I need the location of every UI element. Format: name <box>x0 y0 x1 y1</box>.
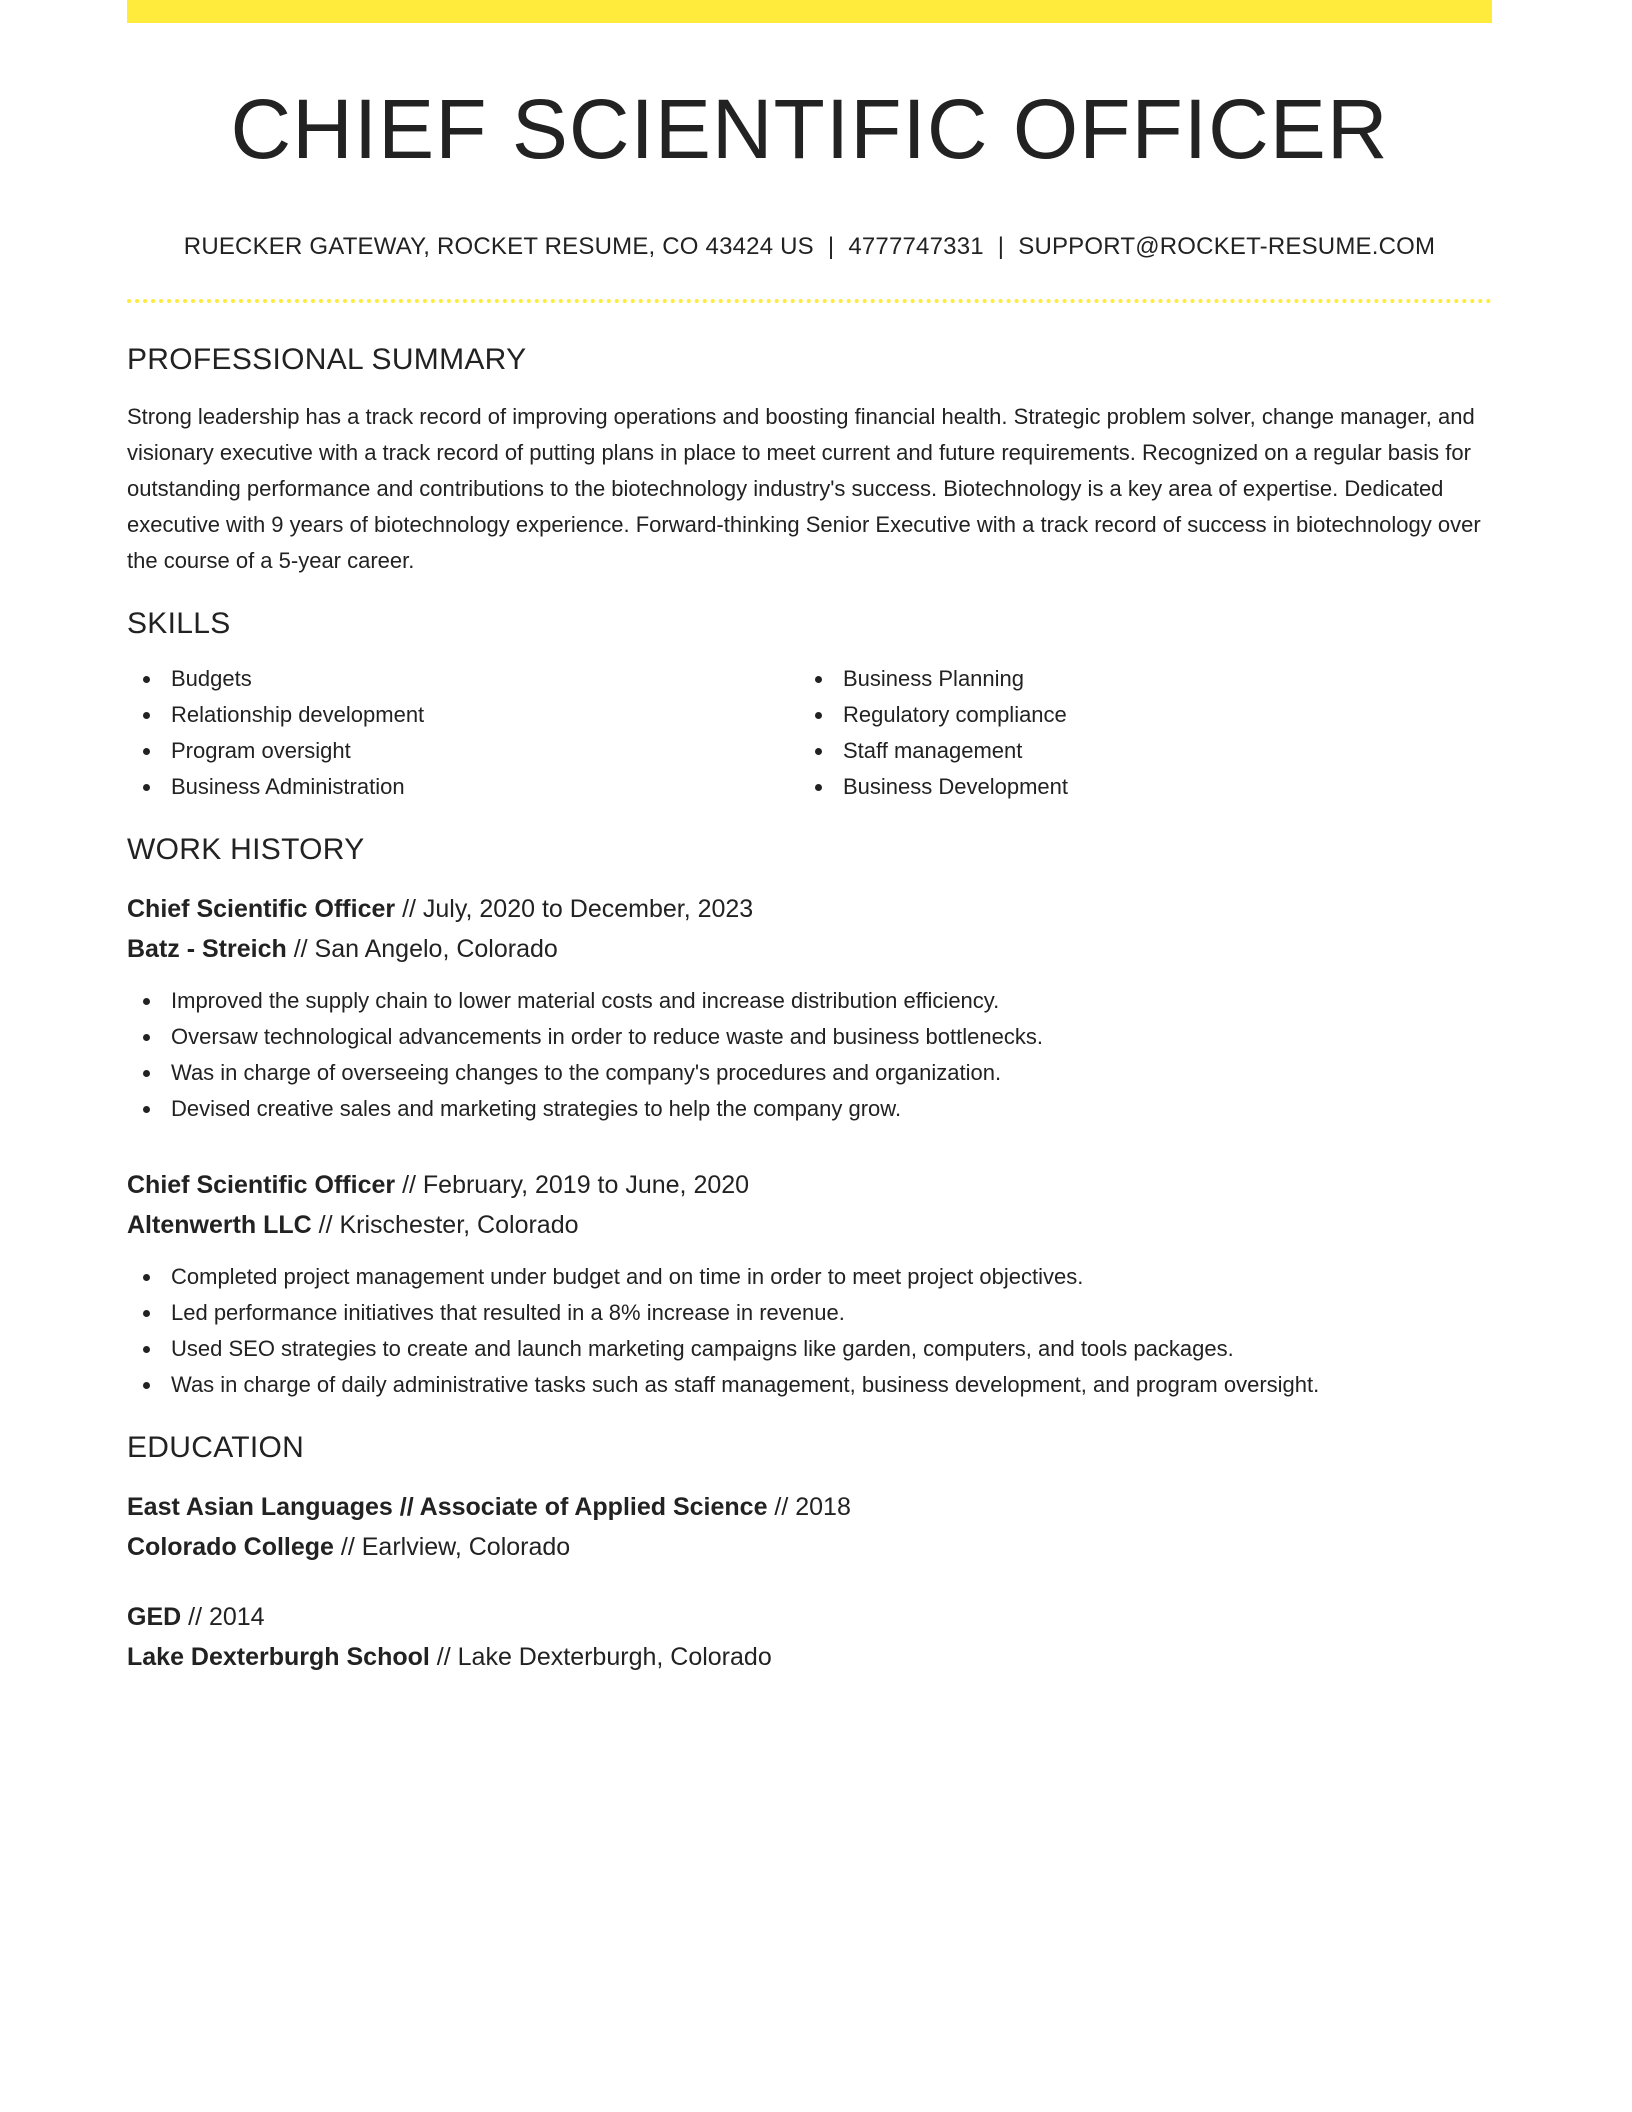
job-bullet: Was in charge of overseeing changes to the company's procedures and organization. <box>127 1055 1492 1091</box>
job-location: // Krischester, Colorado <box>311 1211 579 1240</box>
job-company: Batz - Streich <box>127 935 287 964</box>
education-location: // Earlview, Colorado <box>333 1533 571 1562</box>
work-history-heading: WORK HISTORY <box>127 833 365 867</box>
education-school-line <box>127 1637 1492 1677</box>
summary-text: Strong leadership has a track record of improving operations and boosting financial health. Strategic problem solver, change manager, and visionary executive with a track record of putting plans in place to meet current and future requirements. Recognized on a regular basis for outstanding performance and contributions to the biotechnology industry's success. Biotechnology is a key area of expertise. Dedicated executive with 9 years of biotechnology experience. Forward-thinking Senior Executive with a track record of success in biotechnology over the course of a 5-year career. <box>127 404 1481 574</box>
education-year: // 2018 <box>767 1493 851 1522</box>
job-bullet: Improved the supply chain to lower material costs and increase distribution efficiency. <box>127 983 1492 1019</box>
skill-item: Staff management <box>799 733 1471 769</box>
skill-item: Business Planning <box>799 661 1471 697</box>
education-heading: EDUCATION <box>127 1431 305 1465</box>
job-bullet: Led performance initiatives that resulted in a 8% increase in revenue. <box>127 1295 1492 1331</box>
skills-list <box>127 661 1492 805</box>
job-bullet: Oversaw technological advancements in order to reduce waste and business bottlenecks. <box>127 1019 1492 1055</box>
job-entry <box>127 889 1492 1127</box>
education-degree: GED <box>127 1603 182 1632</box>
education-degree-line <box>127 1597 1492 1637</box>
resume-page <box>127 0 1492 1677</box>
education-entry <box>127 1487 1492 1567</box>
education-entry <box>127 1597 1492 1677</box>
contact-separator: | <box>997 233 1005 261</box>
job-title-line <box>127 1165 1492 1205</box>
contact-line <box>127 233 1492 261</box>
job-entry <box>127 1165 1492 1403</box>
education-degree: East Asian Languages // Associate of Applied Science <box>127 1493 768 1522</box>
contact-separator: | <box>827 233 835 261</box>
job-title-line <box>127 889 1492 929</box>
job-title: Chief Scientific Officer <box>127 1171 396 1200</box>
job-dates: // July, 2020 to December, 2023 <box>395 895 754 924</box>
job-bullet: Used SEO strategies to create and launch marketing campaigns like garden, computers, and tools packages. <box>127 1331 1492 1367</box>
contact-address: RUECKER GATEWAY, ROCKET RESUME, CO 43424 US <box>183 233 814 261</box>
job-title: Chief Scientific Officer <box>127 895 396 924</box>
skills-heading: SKILLS <box>127 607 231 641</box>
job-location: // San Angelo, Colorado <box>286 935 558 964</box>
top-accent-bar <box>127 0 1492 23</box>
skill-item: Regulatory compliance <box>799 697 1471 733</box>
summary-heading: PROFESSIONAL SUMMARY <box>127 343 527 377</box>
job-bullets <box>127 1259 1492 1403</box>
header-divider <box>127 299 1492 303</box>
education-school-line <box>127 1527 1492 1567</box>
job-company-line <box>127 1205 1492 1245</box>
skill-item: Business Administration <box>127 769 799 805</box>
education-year: // 2014 <box>181 1603 265 1632</box>
skills-column-right <box>799 661 1471 805</box>
skill-item: Business Development <box>799 769 1471 805</box>
skill-item: Budgets <box>127 661 799 697</box>
job-bullet: Completed project management under budget and on time in order to meet project objectives. <box>127 1259 1492 1295</box>
education-degree-line <box>127 1487 1492 1527</box>
job-dates: // February, 2019 to June, 2020 <box>395 1171 750 1200</box>
education-location: // Lake Dexterburgh, Colorado <box>429 1643 772 1672</box>
job-bullet: Devised creative sales and marketing strategies to help the company grow. <box>127 1091 1492 1127</box>
job-company-line <box>127 929 1492 969</box>
job-bullets <box>127 983 1492 1127</box>
education-school: Lake Dexterburgh School <box>127 1643 430 1672</box>
job-bullet: Was in charge of daily administrative tasks such as staff management, business development, and program oversight. <box>127 1367 1492 1403</box>
education-school: Colorado College <box>127 1533 334 1562</box>
page-title: CHIEF SCIENTIFIC OFFICER <box>230 82 1389 176</box>
job-company: Altenwerth LLC <box>127 1211 312 1240</box>
skills-column-left <box>127 661 799 805</box>
skill-item: Program oversight <box>127 733 799 769</box>
skill-item: Relationship development <box>127 697 799 733</box>
contact-phone: 4777747331 <box>848 233 984 261</box>
contact-email: SUPPORT@ROCKET-RESUME.COM <box>1018 233 1436 261</box>
